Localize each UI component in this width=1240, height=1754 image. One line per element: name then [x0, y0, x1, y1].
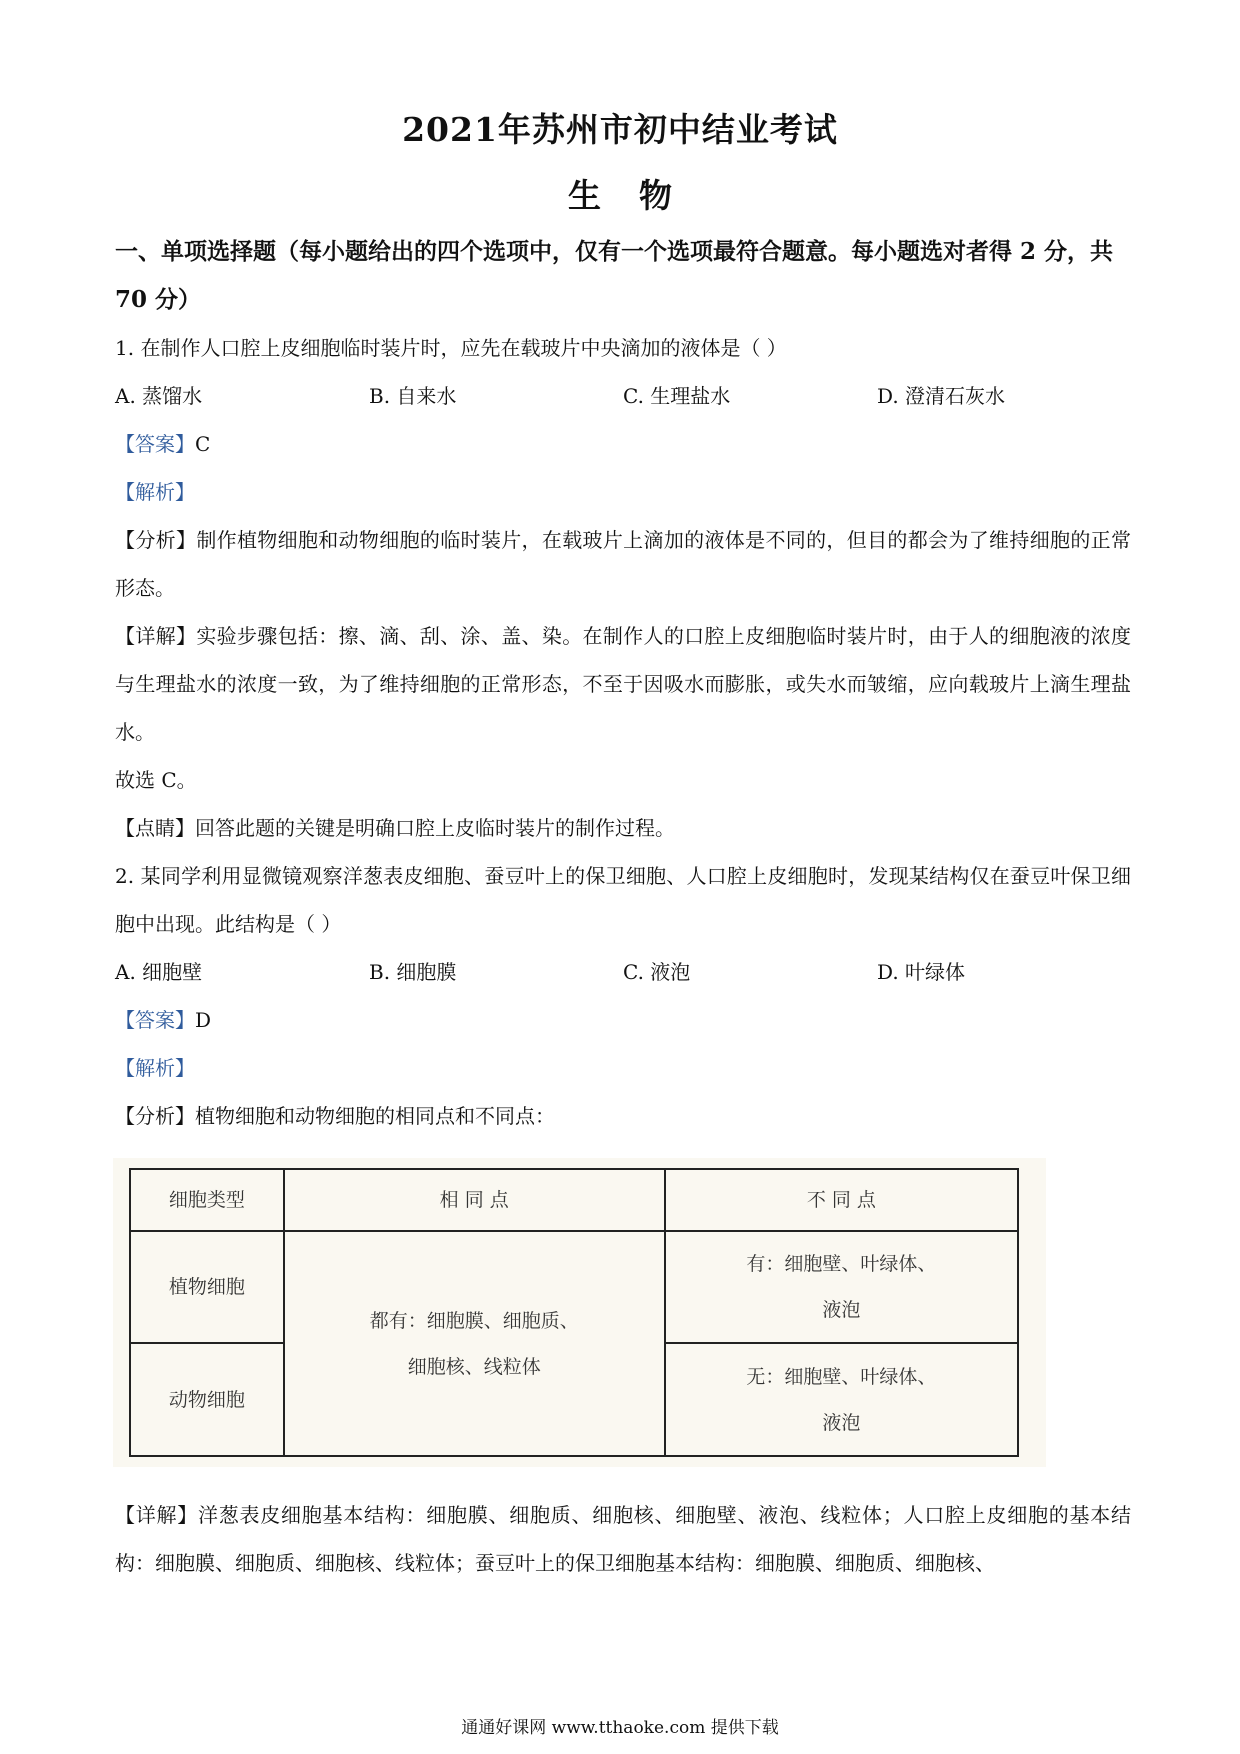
q1-analysis-tag: 【解析】	[115, 480, 195, 504]
q1-option-b: B. 自来水	[369, 384, 457, 408]
section-heading: 一、单项选择题（每小题给出的四个选项中，仅有一个选项最符合题意。每小题选对者得 2 分，共 70 分）	[115, 238, 1114, 313]
question-2-options	[115, 948, 1135, 996]
q2-option-b: B. 细胞膜	[369, 960, 457, 984]
q1-option-c: C. 生理盐水	[623, 384, 731, 408]
q2-answer: D	[195, 1008, 212, 1032]
common-line-2: 细胞核、线粒体	[407, 1355, 541, 1378]
page-title: 2021年苏州市初中结业考试	[402, 110, 838, 149]
q2-answer-line	[115, 996, 1131, 1044]
q2-fenxi	[115, 1092, 1131, 1140]
q2-analysis-tag-line	[115, 1044, 1131, 1092]
row-label-animal: 动物细胞	[130, 1343, 284, 1456]
q2-option-c: C. 液泡	[623, 960, 691, 984]
q2-answer-tag: 【答案】	[115, 1008, 195, 1032]
question-1-stem: 1. 在制作人口腔上皮细胞临时装片时，应先在载玻片中央滴加的液体是（ ）	[115, 336, 787, 360]
q2-xiangjie-text: 洋葱表皮细胞基本结构：细胞膜、细胞质、细胞核、细胞壁、液泡、线粒体；人口腔上皮细胞的基本结构：细胞膜、细胞质、细胞核、线粒体；蚕豆叶上的保卫细胞基本结构：细胞膜、细胞质、细胞核、	[115, 1503, 1131, 1575]
q1-xiangjie	[115, 612, 1131, 756]
cell-comparison-table	[129, 1168, 1019, 1457]
row-label-plant: 植物细胞	[130, 1231, 284, 1343]
animal-diff-line-1: 无：细胞壁、叶绿体、	[746, 1365, 937, 1388]
q2-fenxi-tag: 【分析】	[115, 1104, 195, 1128]
animal-diff-line-2: 液泡	[822, 1411, 861, 1434]
q1-conclusion: 故选 C。	[115, 768, 197, 792]
q1-dianjing-tag: 【点睛】	[115, 816, 195, 840]
table-row-plant	[130, 1231, 1018, 1343]
q1-fenxi	[115, 516, 1131, 612]
cell-comparison-figure	[113, 1158, 1046, 1467]
q1-dianjing	[115, 804, 1131, 852]
question-2-stem: 2. 某同学利用显微镜观察洋葱表皮细胞、蚕豆叶上的保卫细胞、人口腔上皮细胞时，发现某结构仅在蚕豆叶保卫细胞中出现。此结构是（ ）	[115, 864, 1131, 936]
q1-fenxi-tag: 【分析】	[115, 528, 197, 552]
q1-fenxi-text: 制作植物细胞和动物细胞的临时装片，在载玻片上滴加的液体是不同的，但目的都会为了维持细胞的正常形态。	[115, 528, 1132, 600]
q1-answer-tag: 【答案】	[115, 432, 195, 456]
subject-title: 生物	[568, 176, 710, 215]
q1-option-d: D. 澄清石灰水	[877, 384, 1006, 408]
header-cell-type: 细胞类型	[130, 1169, 284, 1231]
q2-xiangjie-tag: 【详解】	[115, 1503, 198, 1527]
q1-xiangjie-tag: 【详解】	[115, 624, 197, 648]
q2-option-d: D. 叶绿体	[877, 960, 966, 984]
common-points-cell	[284, 1231, 665, 1456]
q1-answer: C	[195, 432, 211, 456]
plant-diff-line-1: 有：细胞壁、叶绿体、	[746, 1253, 937, 1275]
q1-option-a: A. 蒸馏水	[115, 384, 203, 408]
q1-dianjing-text: 回答此题的关键是明确口腔上皮临时装片的制作过程。	[195, 816, 675, 840]
q2-option-a: A. 细胞壁	[115, 960, 203, 984]
header-different: 不 同 点	[665, 1169, 1018, 1231]
table-header-row	[130, 1169, 1018, 1231]
page-footer: 通通好课网 www.tthaoke.com 提供下载	[461, 1718, 779, 1738]
header-common: 相 同 点	[284, 1169, 665, 1231]
q1-xiangjie-text: 实验步骤包括：擦、滴、刮、涂、盖、染。在制作人的口腔上皮细胞临时装片时，由于人的细胞液的浓度与生理盐水的浓度一致，为了维持细胞的正常形态，不至于因吸水而膨胀，或失水而皱缩，应向载玻片上滴生理盐水。	[115, 624, 1132, 744]
plant-diff-cell	[665, 1231, 1018, 1343]
plant-diff-line-2: 液泡	[822, 1299, 861, 1321]
question-1-options	[115, 372, 1135, 420]
q2-analysis-tag: 【解析】	[115, 1056, 195, 1080]
animal-diff-cell	[665, 1343, 1018, 1456]
q1-analysis-tag-line	[115, 468, 1131, 516]
q2-xiangjie	[115, 1491, 1131, 1587]
common-line-1: 都有：细胞膜、细胞质、	[369, 1309, 579, 1332]
q2-fenxi-text: 植物细胞和动物细胞的相同点和不同点：	[195, 1104, 555, 1128]
q1-answer-line	[115, 420, 1131, 468]
